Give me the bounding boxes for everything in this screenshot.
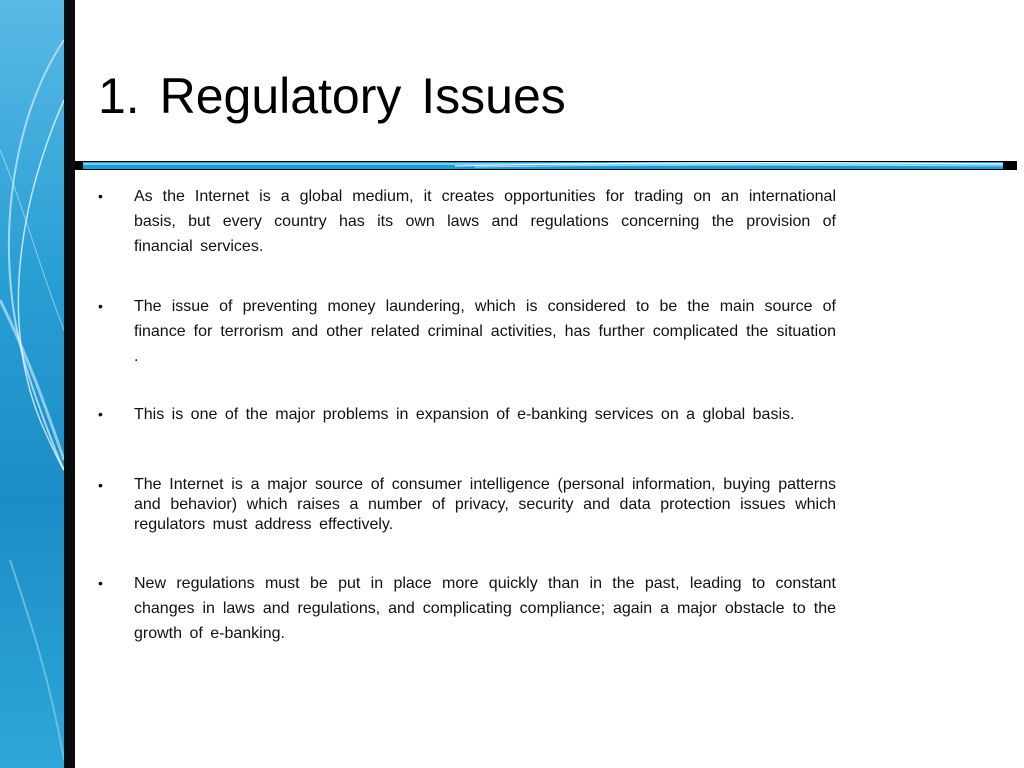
bullet-text: New regulations must be put in place more quickly than in the past, leading to constant changes in laws and regulations, and complicating compliance; again a major obstacle to the growth of e-banking. xyxy=(134,575,836,642)
bullet-text: The issue of preventing money laundering, which is considered to be the main source of finance for terrorism and other related criminal activities, has further complicated the situation . xyxy=(134,298,836,365)
bullet-item xyxy=(96,475,836,535)
bullet-list xyxy=(96,184,836,646)
decorative-side-band xyxy=(0,0,64,768)
bullet-marker: • xyxy=(98,477,103,493)
bullet-marker: • xyxy=(98,188,103,204)
title-divider xyxy=(75,159,1017,173)
bullet-item xyxy=(96,294,836,369)
bullet-item xyxy=(96,184,836,259)
slide-title: 1. Regulatory Issues xyxy=(98,68,566,124)
bullet-marker: • xyxy=(98,406,103,422)
bullet-marker: • xyxy=(98,575,103,591)
bullet-text: The Internet is a major source of consumer intelligence (personal information, buying patterns and behavior) which raises a number of privacy, security and data protection issues which regulators must address effectively. xyxy=(134,476,836,533)
bullet-marker: • xyxy=(98,298,103,314)
bullet-item xyxy=(96,405,836,424)
bullet-item xyxy=(96,571,836,646)
side-black-bar xyxy=(64,0,75,768)
bullet-text: As the Internet is a global medium, it creates opportunities for trading on an international basis, but every country has its own laws and regulations concerning the provision of financial services. xyxy=(134,188,836,255)
swirl-graphic xyxy=(0,0,64,768)
bullet-text: This is one of the major problems in expansion of e-banking services on a global basis. xyxy=(134,406,795,423)
